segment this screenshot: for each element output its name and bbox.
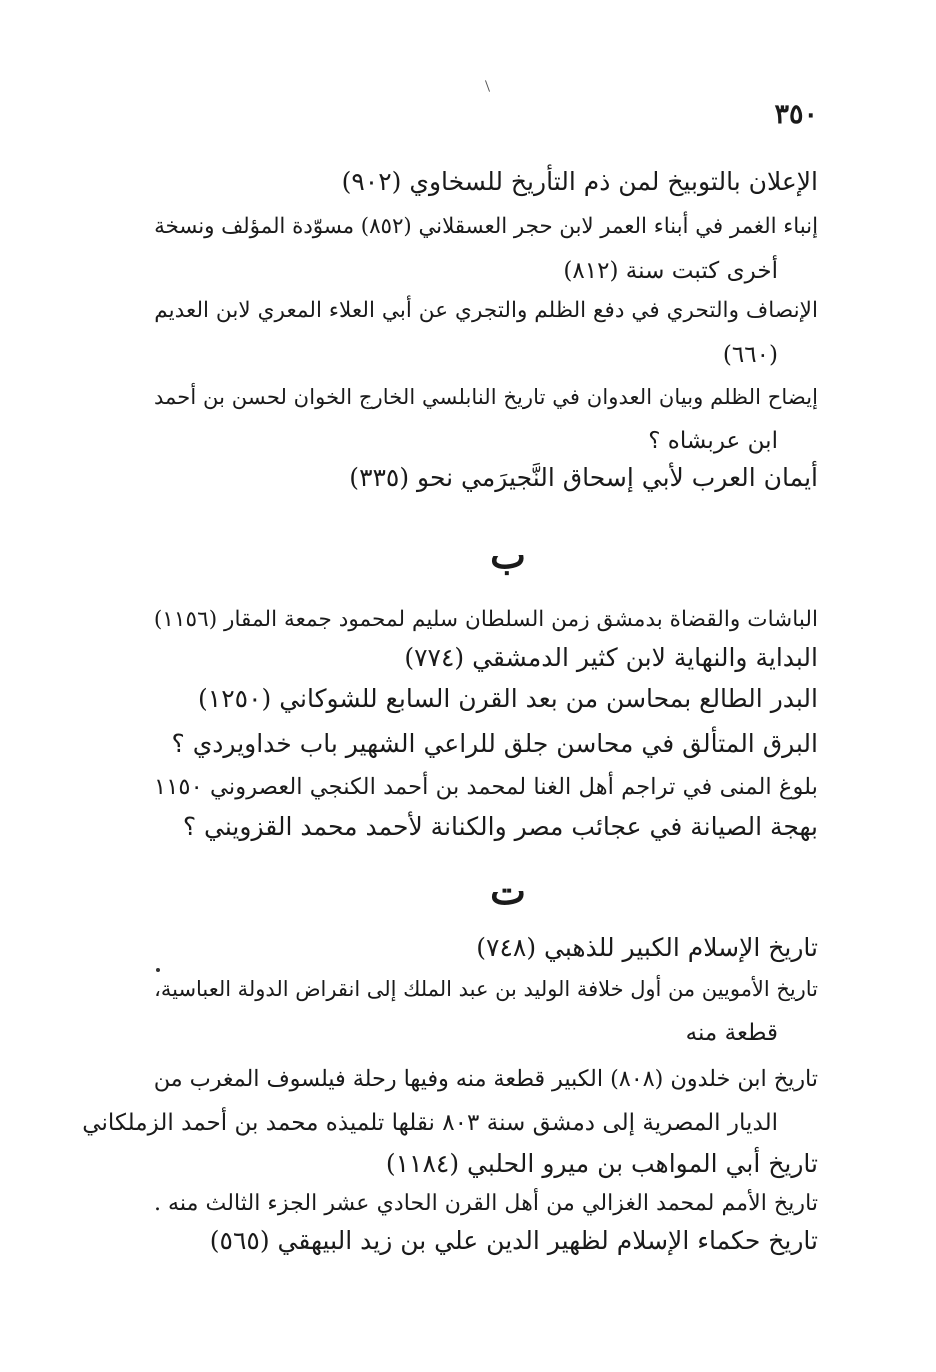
list-item xyxy=(140,764,818,809)
list-item xyxy=(82,1056,818,1145)
entry-continuation: (٦٦٠) xyxy=(722,342,778,368)
entry-title: الباشات والقضاة بدمشق زمن السلطان سليم لمحمود جمعة المقار (١١٥٦) xyxy=(153,607,818,632)
list-item xyxy=(140,1219,818,1263)
entry-title: تاريخ حكماء الإسلام لظهير الدين علي بن زيد البيهقي (٥٦٥) xyxy=(209,1226,818,1255)
section-heading: ب xyxy=(490,532,526,577)
entry-title: البداية والنهاية لابن كثير الدمشقي (٧٧٤) xyxy=(404,643,818,672)
list-item xyxy=(140,966,818,1055)
entry-title: بهجة الصيانة في عجائب مصر والكنانة لأحمد محمد القزويني ؟ xyxy=(182,812,818,841)
entry-title: الإعلان بالتوبيخ لمن ذم التأريخ للسخاوي (٩٠٢) xyxy=(341,167,818,196)
entry-title: تاريخ الأمويين من أول خلافة الوليد بن عبد الملك إلى انقراض الدولة العباسية، xyxy=(154,977,818,1001)
entry-title: تاريخ الإسلام الكبير للذهبي (٧٤٨) xyxy=(476,933,818,962)
list-item xyxy=(140,722,818,766)
entry-title: أيمان العرب لأبي إسحاق النَّجيرَمي نحو (٣٣٥) xyxy=(349,463,818,492)
list-item xyxy=(140,456,818,500)
entry-title: بلوغ المنى في تراجم أهل الغنا لمحمد بن أحمد الكنجي العصروني ١١٥٠ xyxy=(154,774,818,800)
list-item xyxy=(140,805,818,849)
entry-continuation: الديار المصرية إلى دمشق سنة ٨٠٣ نقلها تلميذه محمد بن أحمد الزملكاني xyxy=(82,1110,778,1136)
stray-mark xyxy=(485,80,490,92)
list-item xyxy=(140,677,818,721)
entry-title: إيضاح الظلم وبيان العدوان في تاريخ النابلسي الخارج الخوان لحسن بن أحمد xyxy=(153,384,818,409)
entry-title: البدر الطالع بمحاسن من بعد القرن السابع للشوكاني (١٢٥٠) xyxy=(198,684,818,713)
section-heading: ت xyxy=(490,868,526,913)
entry-continuation: ابن عربشاه ؟ xyxy=(648,428,778,454)
list-item xyxy=(140,926,818,970)
entry-title: تاريخ ابن خلدون (٨٠٨) الكبير قطعة منه وفيها رحلة فيلسوف المغرب من xyxy=(153,1066,818,1092)
entry-title: تاريخ الأمم لمحمد الغزالي من أهل القرن الحادي عشر الجزء الثالث منه . xyxy=(153,1190,818,1216)
list-item xyxy=(140,374,818,463)
entry-title: إنباء الغمر في أبناء العمر لابن حجر العسقلاني (٨٥٢) مسوّدة المؤلف ونسخة xyxy=(154,214,818,239)
entry-continuation: أخرى كتبت سنة (٨١٢) xyxy=(563,258,778,284)
page-number: ٣٥٠ xyxy=(774,99,818,130)
list-item xyxy=(140,160,818,204)
entry-title: البرق المتألق في محاسن جلق للراعي الشهير باب خداويردي ؟ xyxy=(171,729,818,758)
entry-title: تاريخ أبي المواهب بن ميرو الحلبي (١١٨٤) xyxy=(385,1149,818,1178)
list-item xyxy=(140,287,818,377)
list-item xyxy=(140,203,818,293)
entry-continuation: قطعة منه xyxy=(685,1020,778,1046)
entry-title: الإنصاف والتحري في دفع الظلم والتجري عن أبي العلاء المعري لابن العديم xyxy=(154,298,818,323)
list-item xyxy=(140,636,818,680)
